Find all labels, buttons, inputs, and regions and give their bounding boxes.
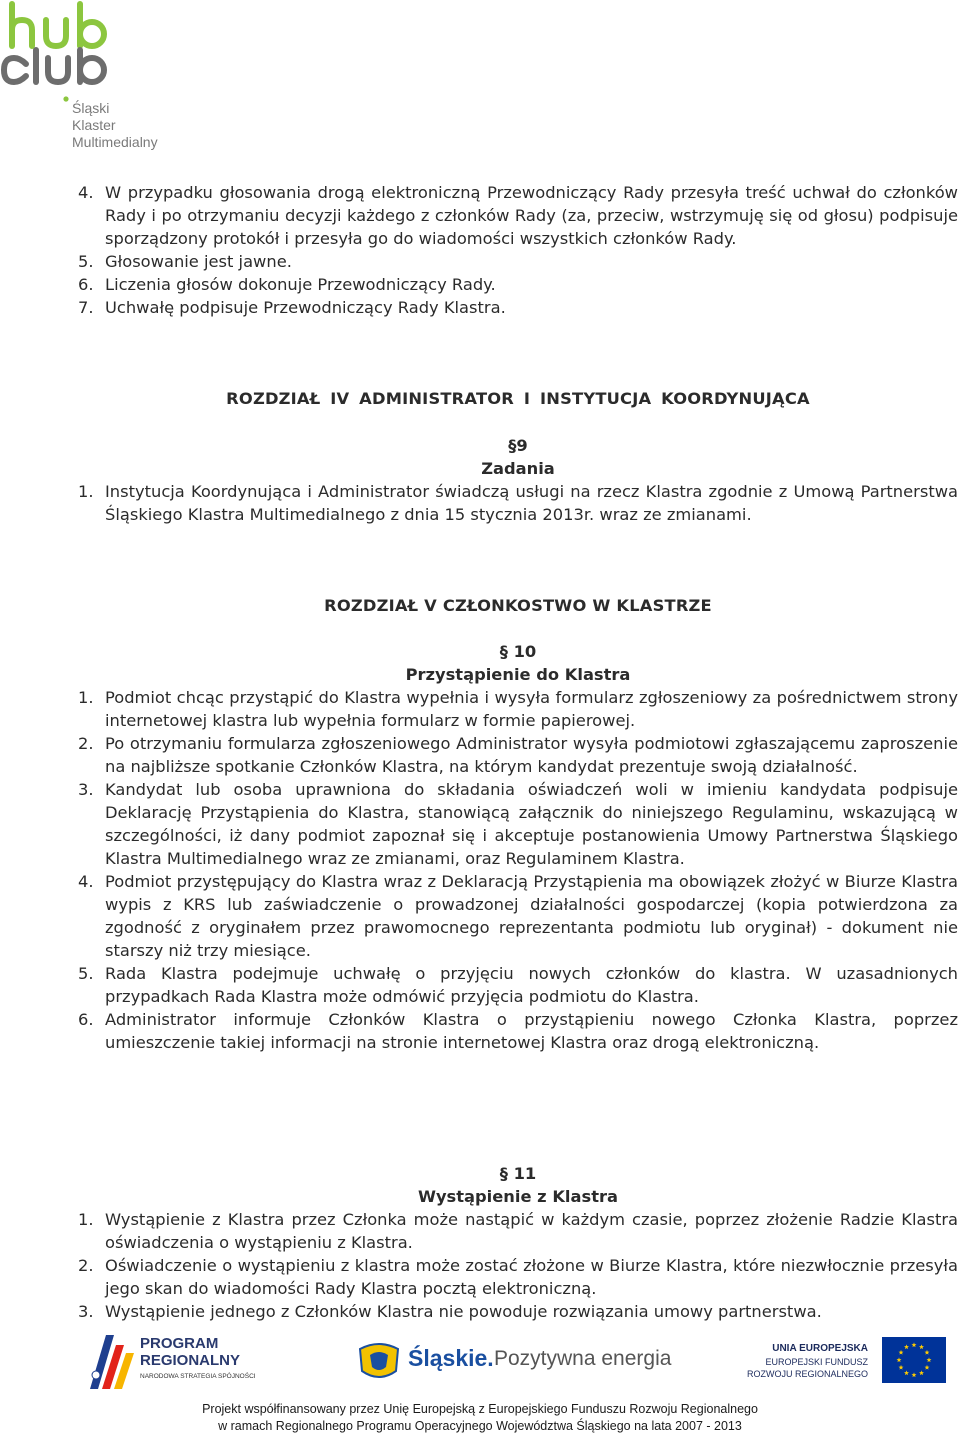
- item-text: Wystąpienie z Klastra przez Członka może nastąpić w każdym czasie, poprzez złożenie Radzie Klastra oświadczenia o wystąpieniu z Klastra.: [105, 1210, 958, 1252]
- item-number: 3.: [78, 780, 94, 799]
- footer-text-line-1: Projekt współfinansowany przez Unię Europejską z Europejskiego Funduszu Rozwoju Regionalnego: [202, 1402, 758, 1416]
- slaskie-tagline: Pozytywna energia: [494, 1347, 672, 1370]
- item-text: W przypadku głosowania drogą elektroniczną Przewodniczący Rady przesyła treść uchwał do członków Rady i po otrzymaniu decyzji każdego z członków Rady (za, przeciw, wstrzymuję się od głosu) podpisuje sporządzony protokół i przesyła go do wiadomości wszystkich członków Rady.: [105, 183, 958, 248]
- list-item: [78, 732, 958, 778]
- eu-line-1: UNIA EUROPEJSKA: [772, 1343, 868, 1354]
- paragraph-10-heading: [78, 640, 958, 663]
- section-top-list: [78, 181, 958, 319]
- item-number: 1.: [78, 688, 94, 707]
- item-text: Podmiot chcąc przystąpić do Klastra wypełnia i wysyła formularz zgłoszeniowy za pośrednictwem strony internetowej klastra lub wypełnia formularz w formie papierowej.: [105, 688, 958, 730]
- program-line-1: PROGRAM: [140, 1335, 219, 1352]
- item-number: 1.: [78, 482, 94, 501]
- hub-club-wordmark-icon: [0, 0, 170, 105]
- paragraph-9-list: [78, 480, 958, 526]
- paragraph-11-list: [78, 1208, 958, 1323]
- list-item: [78, 1300, 958, 1323]
- footer-text-line-2: w ramach Regionalnego Programu Operacyjnego Województwa Śląskiego na lata 2007 - 2013: [218, 1419, 742, 1433]
- item-text: Liczenia głosów dokonuje Przewodniczący Rady.: [105, 275, 496, 294]
- item-number: 4.: [78, 872, 94, 891]
- logo-line-slaski: Śląski: [72, 100, 110, 116]
- item-number: 7.: [78, 298, 94, 317]
- section-symbol: §: [508, 436, 517, 455]
- item-number: 2.: [78, 1256, 94, 1275]
- item-text: Uchwałę podpisuje Przewodniczący Rady Klastra.: [105, 298, 506, 317]
- list-item: [78, 480, 958, 526]
- list-item: [78, 1208, 958, 1254]
- paragraph-number: 10: [513, 642, 537, 661]
- item-number: 4.: [78, 183, 94, 202]
- list-item: [78, 1008, 958, 1054]
- item-text: Po otrzymaniu formularza zgłoszeniowego Administrator wysyła podmiotowi zgłaszającemu zaproszenie na najbliższe spotkanie Członków Klastra, na którym kandydat prezentuje swoją działalność.: [105, 734, 958, 776]
- chapter-5-title: ROZDZIAŁ V CZŁONKOSTWO W KLASTRZE: [324, 596, 712, 615]
- item-text: Podmiot przystępujący do Klastra wraz z Deklaracją Przystąpienia ma obowiązek złożyć w Biurze Klastra wypis z KRS lub zaświadczenie o prowadzonej działalności gospodarczej (kopia potwierdzona za zgodność z oryginałem przez prawomocnego reprezentanta podmiotu lub oryginał) - dokument nie starszy niż trzy miesiące.: [105, 872, 958, 960]
- footer-logos: [0, 1325, 960, 1400]
- list-item: [78, 250, 958, 273]
- section-symbol: §: [499, 1164, 508, 1183]
- item-number: 3.: [78, 1302, 94, 1321]
- item-number: 6.: [78, 275, 94, 294]
- list-item: [78, 181, 958, 250]
- logo-line-multimedialny: Multimedialny: [72, 134, 158, 150]
- slaskie-brand: Śląskie.: [408, 1345, 494, 1371]
- item-text: Głosowanie jest jawne.: [105, 252, 292, 271]
- item-text: Instytucja Koordynująca i Administrator świadczą usługi na rzecz Klastra zgodnie z Umową Partnerstwa Śląskiego Klastra Multimedialnego z dnia 15 stycznia 2013r. wraz ze zmianami.: [105, 482, 958, 524]
- logo-line-klaster: Klaster: [72, 117, 116, 133]
- paragraph-10-title: Przystąpienie do Klastra: [405, 665, 631, 684]
- eu-flag-icon: [882, 1337, 946, 1383]
- list-item: [78, 686, 958, 732]
- hub-club-logo: [0, 0, 170, 155]
- item-text: Administrator informuje Członków Klastra o przystąpieniu nowego Członka Klastra, poprzez umieszczenie takiej informacji na stronie internetowej Klastra oraz drogą elektroniczną.: [105, 1010, 958, 1052]
- item-text: Rada Klastra podejmuje uchwałę o przyjęciu nowych członków do klastra. W uzasadnionych przypadkach Rada Klastra może odmówić przyjęcia podmiotu do Klastra.: [105, 964, 958, 1006]
- program-line-2: REGIONALNY: [140, 1352, 241, 1369]
- item-number: 5.: [78, 252, 94, 271]
- paragraph-9-title: Zadania: [481, 459, 555, 478]
- item-text: Wystąpienie jednego z Członków Klastra nie powoduje rozwiązania umowy partnerstwa.: [105, 1302, 822, 1321]
- paragraph-11-heading: [78, 1162, 958, 1185]
- item-text: Oświadczenie o wystąpieniu z klastra może zostać złożone w Biurze Klastra, które niezwłocznie przesyła jego skan do wiadomości Rady Klastra pocztą elektroniczną.: [105, 1256, 958, 1298]
- list-item: [78, 1254, 958, 1300]
- item-number: 1.: [78, 1210, 94, 1229]
- item-number: 5.: [78, 964, 94, 983]
- list-item: [78, 296, 958, 319]
- list-item: [78, 273, 958, 296]
- paragraph-9-heading: [78, 434, 958, 457]
- item-number: 6.: [78, 1010, 94, 1029]
- program-regionalny-icon: [86, 1331, 136, 1393]
- item-number: 2.: [78, 734, 94, 753]
- paragraph-number: 11: [513, 1164, 537, 1183]
- eu-line-2: EUROPEJSKI FUNDUSZ: [765, 1357, 868, 1367]
- paragraph-10-list: [78, 686, 958, 1054]
- eu-line-3: ROZWOJU REGIONALNEGO: [746, 1369, 868, 1379]
- chapter-4-title: ROZDZIAŁ IV ADMINISTRATOR I INSTYTUCJA KOORDYNUJĄCA: [226, 389, 810, 408]
- paragraph-11-title: Wystąpienie z Klastra: [417, 1187, 618, 1206]
- slaskie-eagle-icon: [356, 1341, 402, 1383]
- item-text: Kandydat lub osoba uprawniona do składania oświadczeń woli w imieniu kandydata podpisuje Deklarację Przystąpienia do Klastra, stanowiącą załącznik do niniejszego Regulaminu, wskazującą w szczególności, iż dany podmiot zapoznał się i akceptuje postanowienia Umowy Partnerstwa Śląskiego Klastra Multimedialnego wraz ze zmianami, oraz Regulaminem Klastra.: [105, 780, 958, 868]
- paragraph-number: 9: [516, 436, 528, 455]
- list-item: [78, 962, 958, 1008]
- program-subtitle: NARODOWA STRATEGIA SPÓJNOŚCI: [140, 1373, 256, 1380]
- section-symbol: §: [499, 642, 508, 661]
- list-item: [78, 870, 958, 962]
- list-item: [78, 778, 958, 870]
